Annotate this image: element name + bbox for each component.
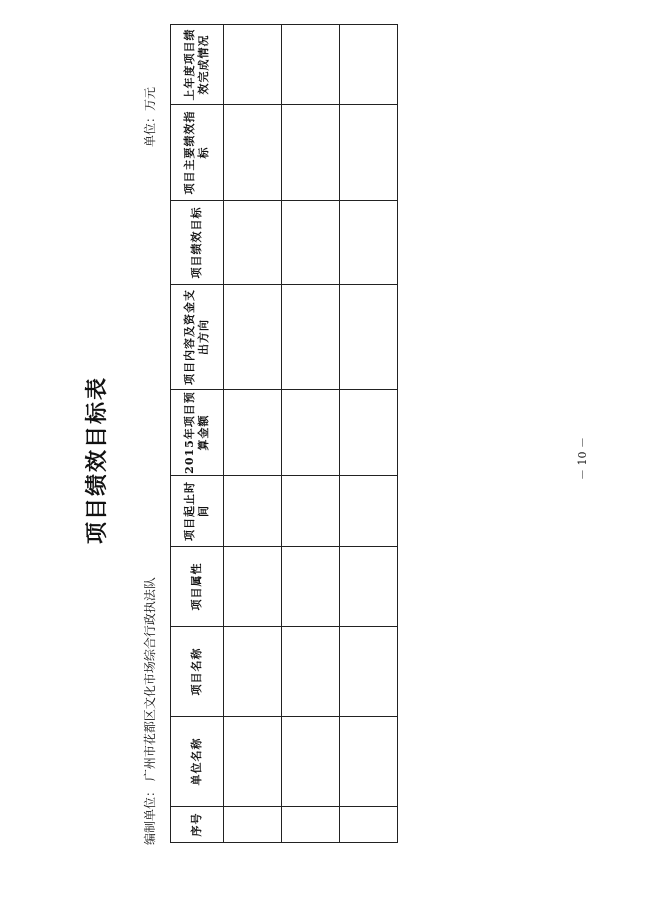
table-cell[interactable] — [340, 627, 398, 717]
table-cell[interactable] — [282, 476, 340, 547]
table-cell[interactable] — [224, 547, 282, 627]
table-cell[interactable] — [224, 285, 282, 390]
header-project-period: 项目起止时间 — [171, 476, 224, 547]
compiling-unit-line: 编制单位： 广州市花都区文化市场综合行政执法队 — [143, 577, 157, 845]
table-header-row — [171, 25, 224, 843]
table-cell[interactable] — [340, 25, 398, 105]
table-row — [340, 25, 398, 843]
table-cell[interactable] — [340, 476, 398, 547]
header-main-indicators: 项目主要绩效指标 — [171, 105, 224, 201]
table-cell[interactable] — [340, 390, 398, 476]
header-project-attribute: 项目属性 — [171, 547, 224, 627]
header-budget-amount: 2015年项目预算金额 — [171, 390, 224, 476]
table-cell[interactable] — [340, 201, 398, 285]
table-row — [224, 25, 282, 843]
table-cell[interactable] — [282, 807, 340, 843]
table-cell[interactable] — [224, 25, 282, 105]
table-cell[interactable] — [340, 717, 398, 807]
header-content-and-spending: 项目内容及资金支出方向 — [171, 285, 224, 390]
table-cell[interactable] — [340, 285, 398, 390]
page-title: 项目绩效目标表 — [84, 376, 110, 545]
table-cell[interactable] — [224, 105, 282, 201]
table-cell[interactable] — [282, 105, 340, 201]
table-cell[interactable] — [224, 476, 282, 547]
table-cell[interactable] — [224, 390, 282, 476]
table-cell[interactable] — [282, 25, 340, 105]
table-cell[interactable] — [224, 627, 282, 717]
page-number: － 10 － — [576, 437, 589, 480]
header-performance-target: 项目绩效目标 — [171, 201, 224, 285]
table-cell[interactable] — [282, 285, 340, 390]
table-cell[interactable] — [224, 201, 282, 285]
performance-target-table — [170, 24, 398, 843]
table-cell[interactable] — [224, 717, 282, 807]
header-project-name: 项目名称 — [171, 627, 224, 717]
header-last-year-completion: 上年度项目绩效完成情况 — [171, 25, 224, 105]
table-cell[interactable] — [282, 627, 340, 717]
table-cell[interactable] — [282, 390, 340, 476]
table-cell[interactable] — [340, 807, 398, 843]
table-cell[interactable] — [340, 105, 398, 201]
currency-unit-line: 单位：万元 — [143, 86, 157, 147]
table-cell[interactable] — [282, 201, 340, 285]
header-index: 序号 — [171, 807, 224, 843]
table-cell[interactable] — [340, 547, 398, 627]
table-cell[interactable] — [282, 547, 340, 627]
table-cell[interactable] — [224, 807, 282, 843]
header-unit-name: 单位名称 — [171, 717, 224, 807]
table-row — [282, 25, 340, 843]
table-cell[interactable] — [282, 717, 340, 807]
